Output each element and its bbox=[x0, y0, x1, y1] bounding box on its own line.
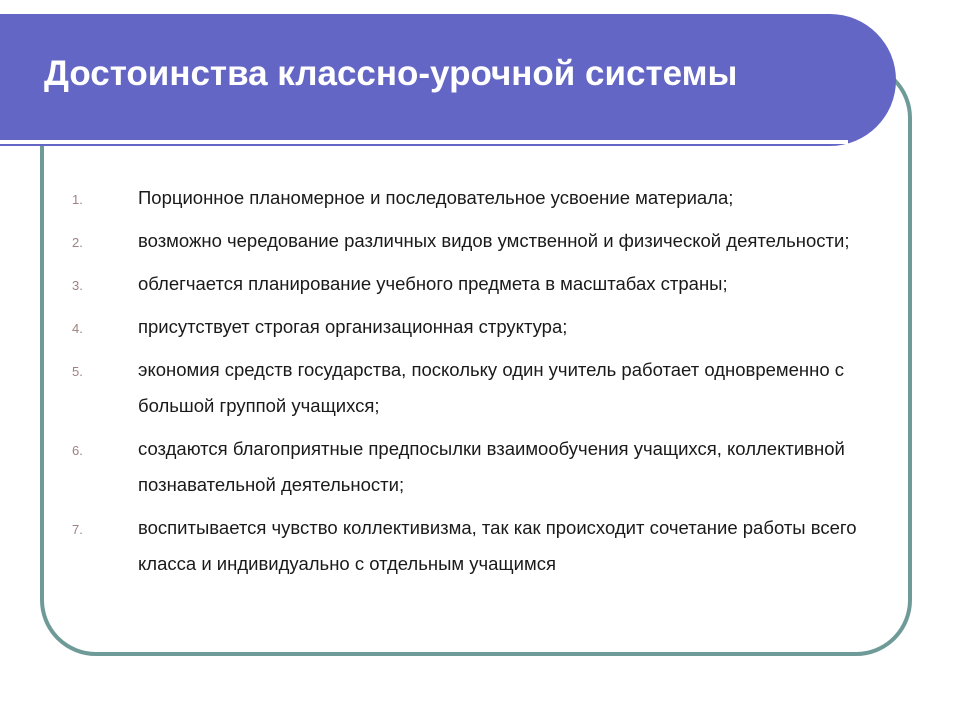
title-underline bbox=[0, 140, 848, 144]
slide-title: Достоинства классно-урочной системы bbox=[44, 54, 738, 93]
list-item bbox=[0, 309, 880, 345]
item-text: Порционное планомерное и последовательное усвоение материала; bbox=[138, 187, 734, 208]
item-number: 7. bbox=[72, 522, 83, 537]
item-number: 5. bbox=[72, 364, 83, 379]
advantages-list bbox=[0, 180, 880, 589]
list-item bbox=[0, 223, 880, 259]
list-item bbox=[0, 510, 880, 582]
item-number: 3. bbox=[72, 278, 83, 293]
item-text: присутствует строгая организационная структура; bbox=[138, 316, 568, 337]
item-text: экономия средств государства, поскольку один учитель работает одновременно с большой группой учащихся; bbox=[138, 359, 845, 416]
item-number: 2. bbox=[72, 235, 83, 250]
list-item bbox=[0, 266, 880, 302]
item-text: создаются благоприятные предпосылки взаимообучения учащихся, коллективной познавательной деятельности; bbox=[138, 438, 845, 495]
item-text: облегчается планирование учебного предмета в масштабах страны; bbox=[138, 273, 728, 294]
item-text: возможно чередование различных видов умственной и физической деятельности; bbox=[138, 230, 850, 251]
item-number: 4. bbox=[72, 321, 83, 336]
item-text: воспитывается чувство коллективизма, так как происходит сочетание работы всего класса и индивидуально с отдельным учащимся bbox=[138, 517, 857, 574]
item-number: 1. bbox=[72, 192, 83, 207]
list-item bbox=[0, 352, 880, 424]
item-number: 6. bbox=[72, 443, 83, 458]
list-item bbox=[0, 431, 880, 503]
list-item bbox=[0, 180, 880, 216]
